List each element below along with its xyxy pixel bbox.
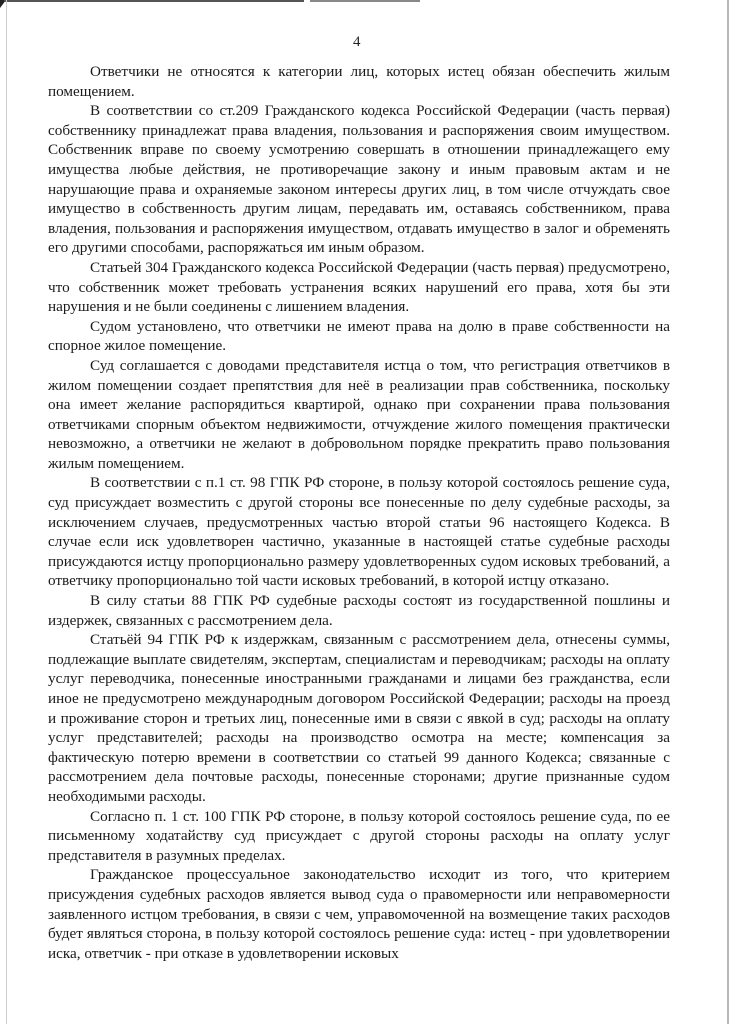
paragraph-defendants-category: Ответчики не относятся к категории лиц, которых истец обязан обеспечить жилым помещением. [48,63,670,100]
paragraph-article-88: В силу статьи 88 ГПК РФ судебные расходы состоят из государственной пошлины и издержек, связанных с рассмотрением дела. [48,592,670,629]
paragraph-procedural-law: Гражданское процессуальное законодательство исходит из того, что критерием присуждения судебных расходов является вывод суда о правомерности или неправомерности заявленного истцом требования, в связи с чем, управомоченной на возмещение таких расходов будет являться сторона, в пользу которой состоялось решение суда: истец - при удовлетворении иска, ответчик - при отказе в удовлетворении исковых [48,866,670,962]
scan-edge-left [6,0,7,1024]
paragraph-article-98: В соответствии с п.1 ст. 98 ГПК РФ стороне, в пользу которой состоялось решение суда, суд присуждает возместить с другой стороны все понесенные по делу судебные расходы, за исключением случаев, предусмотренных частью второй статьи 96 настоящего Кодекса. В случае если иск удовлетворен частично, указанные в настоящей статье судебные расходы присуждаются истцу пропорционально размеру удовлетворенных судом исковых требований, а ответчику пропорционально той части исковых требований, в которой истцу отказано. [48,474,670,590]
paragraph-court-established: Судом установлено, что ответчики не имеют права на долю в праве собственности на спорное жилое помещение. [48,317,670,355]
paragraph-court-agrees: Суд соглашается с доводами представителя истца о том, что регистрация ответчиков в жилом помещении создает препятствия для неё в реализации прав собственника, поскольку она имеет желание распорядиться квартирой, однако при сохранении права пользования ответчиками спорным объектом недвижимости, отчуждение жилого помещения практически невозможно, а ответчики не желают в добровольном порядке прекратить право пользования жилым помещением. [48,356,670,472]
scan-edge-right [727,0,729,1024]
paragraph-article-304: Статьей 304 Гражданского кодекса Российской Федерации (часть первая) предусмотрено, что собственник может требовать устранения всяких нарушений его права, хотя бы эти нарушения и не были соединены с лишением владения. [48,258,670,316]
paragraph-article-209: В соответствии со ст.209 Гражданского кодекса Российской Федерации (часть первая) собственнику принадлежат права владения, пользования и распоряжения своим имуществом. Собственник вправе по своему усмотрению совершать в отношении принадлежащего ему имущества любые действия, не противоречащие закону и иным правовым актам и не нарушающие права и охраняемые законом интересы других лиц, в том числе отчуждать свое имущество в собственность другим лицам, передавать им, оставаясь собственником, права владения, пользования и распоряжения имуществом, отдавать имущество в залог и обременять его другими способами, распоряжаться им иным образом. [48,102,670,257]
paragraph-article-100: Согласно п. 1 ст. 100 ГПК РФ стороне, в пользу которой состоялось решение суда, по ее письменному ходатайству суд присуждает с другой стороны расходы на оплату услуг представителя в разумных пределах. [48,807,670,864]
page-number: 4 [353,34,361,50]
document-body [48,62,670,963]
paragraph-article-94: Статьёй 94 ГПК РФ к издержкам, связанным с рассмотрением дела, отнесены суммы, подлежащие выплате свидетелям, экспертам, специалистам и переводчикам; расходы на оплату услуг переводчика, понесенные иностранными гражданами и лицами без гражданства, если иное не предусмотрено международным договором Российской Федерации; расходы на проезд и проживание сторон и третьих лиц, понесенные ими в связи с явкой в суд; расходы на оплату услуг представителей; расходы на производство осмотра на месте; компенсация за фактическую потерю времени в соответствии со статьей 99 данного Кодекса; связанные с рассмотрением дела почтовые расходы, понесенные сторонами; другие признанные судом необходимыми расходы. [48,631,670,805]
scan-edge-top [4,0,304,2]
scan-edge-top-secondary [310,0,420,2]
